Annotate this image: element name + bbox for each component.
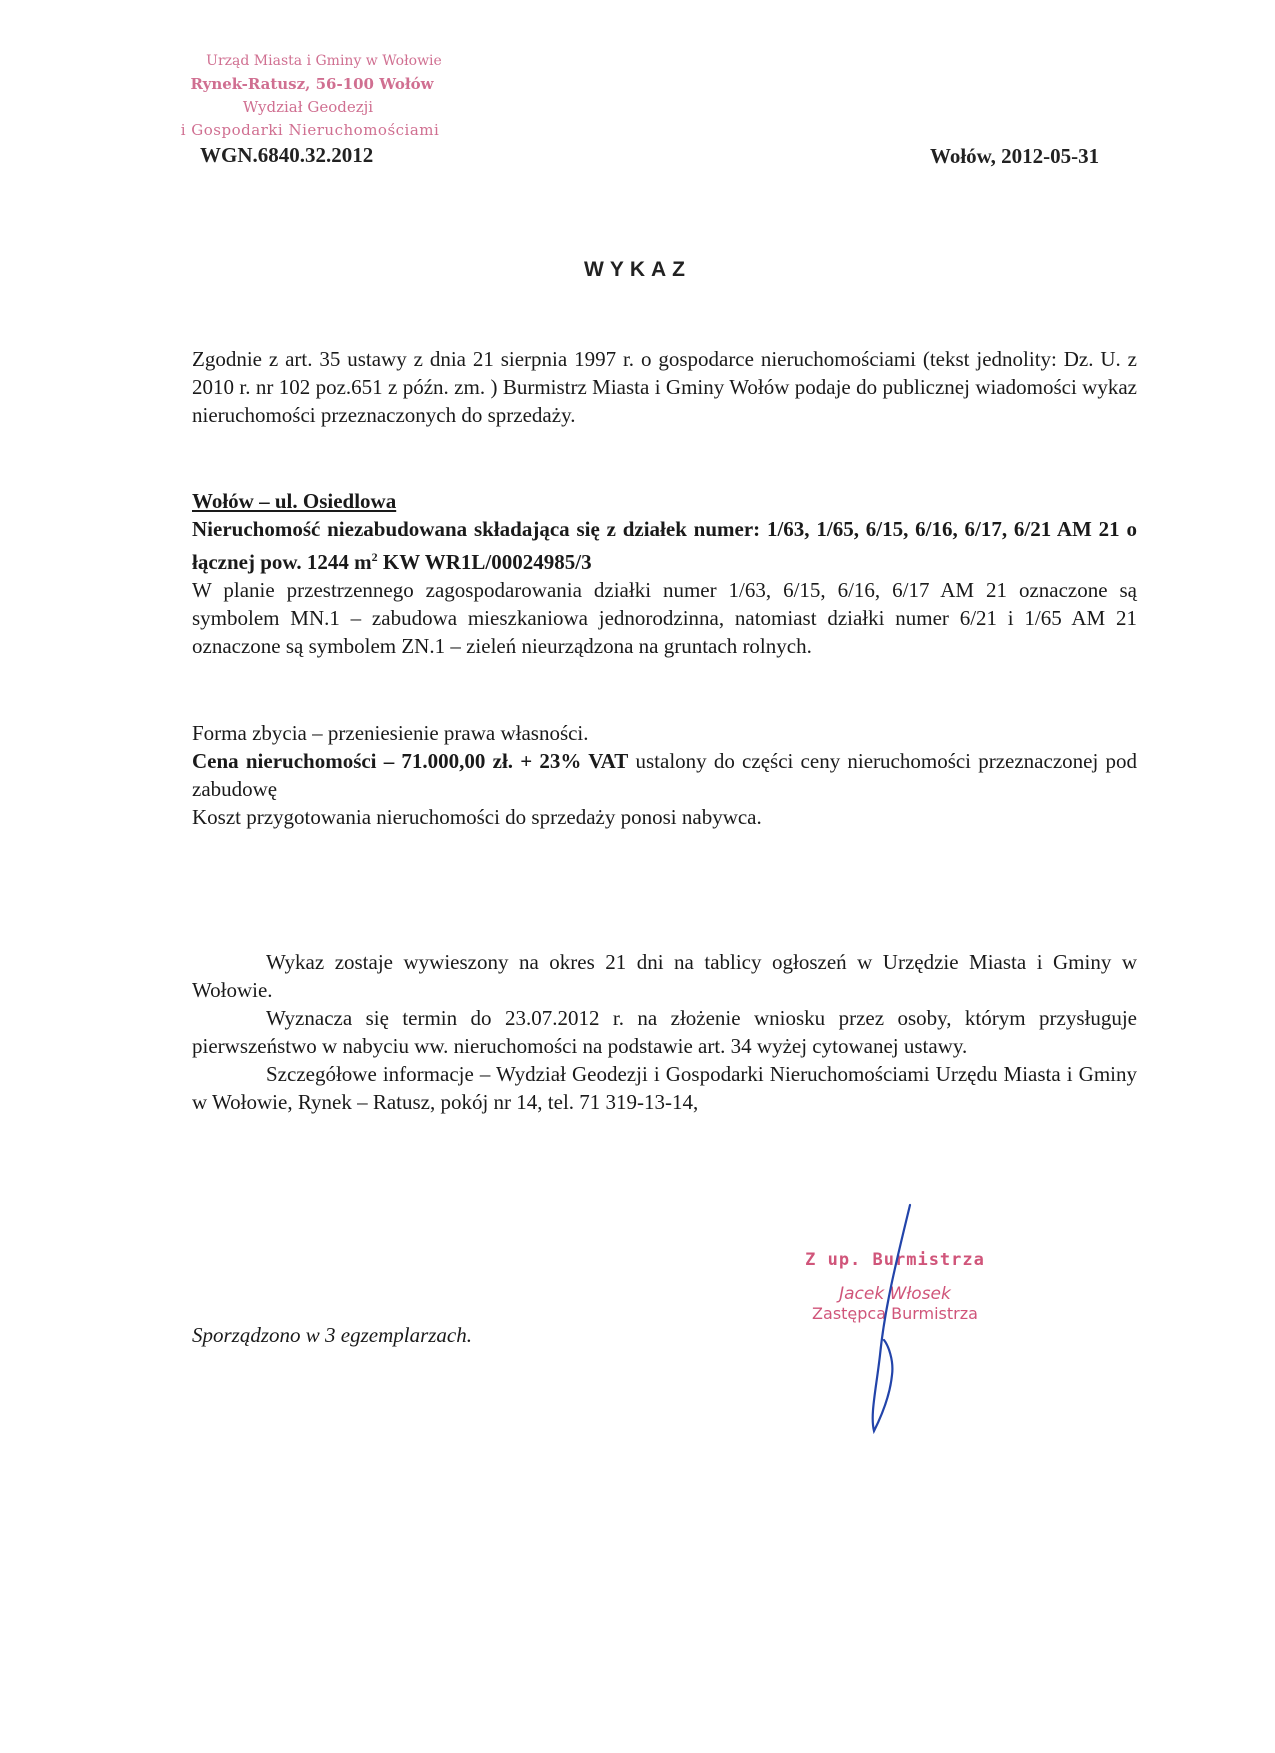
reference-number: WGN.6840.32.2012 bbox=[200, 143, 374, 167]
intro-paragraph: Zgodnie z art. 35 ustawy z dnia 21 sierpnia 1997 r. o gospodarce nieruchomościami (tekst jednolity: Dz. U. z 2010 r. nr 102 poz.651 z późn. zm. ) Burmistrz Miasta i Gminy Wołów podaje do publicznej wiadomości wykaz nieruchomości przeznaczonych do sprzedaży. bbox=[192, 347, 1137, 427]
stamp-line-2: Rynek-Ratusz, 56-100 Wołów bbox=[190, 75, 434, 93]
handwritten-signature-icon bbox=[840, 1195, 920, 1435]
property-description-a: Nieruchomość niezabudowana składająca się z działek numer: 1/63, 1/65, 6/15, 6/16, 6/17, 6/21 AM 21 o łącznej pow. 1244 m bbox=[192, 517, 1137, 574]
property-section bbox=[192, 487, 1137, 660]
document-title: WYKAZ bbox=[584, 258, 691, 281]
signature-role: Z up. Burmistrza bbox=[805, 1250, 985, 1270]
price-amount: Cena nieruchomości – 71.000,00 zł. + 23% VAT bbox=[192, 749, 629, 773]
sale-price bbox=[192, 747, 1137, 803]
property-location: Wołów – ul. Osiedlowa bbox=[192, 489, 397, 513]
notice-paragraph-3: Szczegółowe informacje – Wydział Geodezji i Gospodarki Nieruchomościami Urzędu Miasta i Gminy w Wołowie, Rynek – Ratusz, pokój nr 14, tel. 71 319-13-14, bbox=[192, 1062, 1137, 1114]
property-description bbox=[192, 515, 1137, 576]
notice-paragraph-1: Wykaz zostaje wywieszony na okres 21 dni na tablicy ogłoszeń w Urzędzie Miasta i Gminy w Wołowie. bbox=[192, 950, 1137, 1002]
sale-section bbox=[192, 719, 1137, 831]
sale-form: Forma zbycia – przeniesienie prawa własności. bbox=[192, 721, 589, 745]
stamp-line-1: Urząd Miasta i Gminy w Wołowie bbox=[206, 53, 442, 69]
stamp-line-3: Wydział Geodezji bbox=[242, 98, 374, 116]
place-date: Wołów, 2012-05-31 bbox=[930, 144, 1100, 168]
copies-note: Sporządzono w 3 egzemplarzach. bbox=[192, 1323, 473, 1347]
sale-cost: Koszt przygotowania nieruchomości do sprzedaży ponosi nabywca. bbox=[192, 805, 762, 829]
property-description-b: KW WR1L/00024985/3 bbox=[377, 550, 592, 574]
notice-section bbox=[192, 948, 1137, 1116]
stamp-line-4: i Gospodarki Nieruchomościami bbox=[180, 121, 440, 139]
zoning-plan: W planie przestrzennego zagospodarowania działki numer 1/63, 6/15, 6/16, 6/17 AM 21 oznaczone są symbolem MN.1 – zabudowa mieszkaniowa jednorodzinna, natomiast działki numer 6/21 i 1/65 AM 21 oznaczone są symbolem ZN.1 – zieleń nieurządzona na gruntach rolnych. bbox=[192, 578, 1137, 658]
price-note: ustalony do części ceny nieruchomości przeznaczonej pod zabudowę bbox=[192, 749, 1137, 801]
office-stamp bbox=[172, 50, 462, 142]
signature-name: Jacek Włosek bbox=[839, 1284, 951, 1304]
signature-title: Zastępca Burmistrza bbox=[812, 1304, 978, 1323]
area-unit-superscript: 2 bbox=[371, 550, 378, 564]
notice-paragraph-2: Wyznacza się termin do 23.07.2012 r. na złożenie wniosku przez osoby, którym przysługuje pierwszeństwo w nabyciu ww. nieruchomości na podstawie art. 34 wyżej cytowanej ustawy. bbox=[192, 1006, 1137, 1058]
